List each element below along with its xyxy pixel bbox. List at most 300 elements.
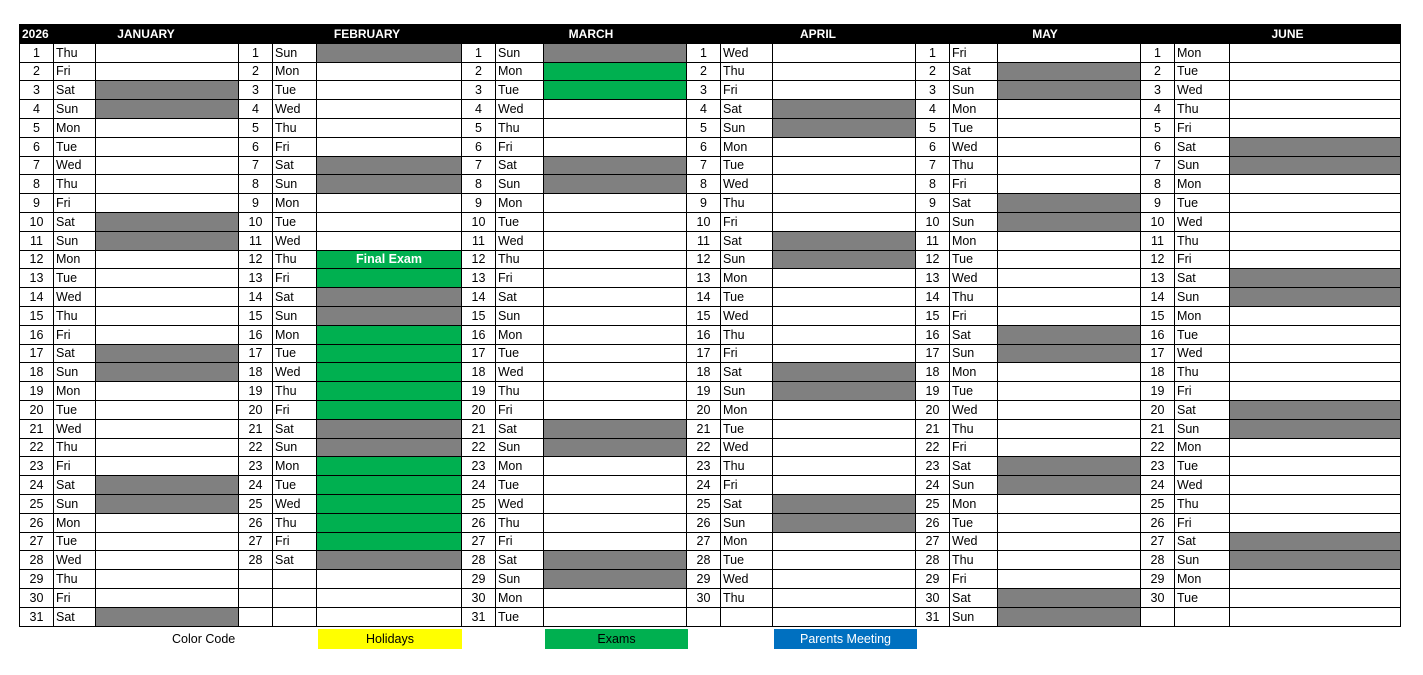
april-day-number: 25: [687, 494, 721, 513]
march-day-number: 26: [462, 513, 496, 532]
april-day-number: 8: [687, 175, 721, 194]
april-event-cell: [773, 344, 916, 363]
january-weekday: Tue: [54, 137, 96, 156]
may-day-number: 17: [916, 344, 950, 363]
april-event-cell: [773, 588, 916, 607]
final-exam-label: Final Exam: [317, 250, 462, 269]
march-weekday: Fri: [496, 400, 544, 419]
march-weekday: Tue: [496, 212, 544, 231]
month-name-june: JUNE: [1175, 25, 1401, 44]
february-exam-cell: [317, 476, 462, 495]
january-weekday: Thu: [54, 175, 96, 194]
june-day-number: 7: [1141, 156, 1175, 175]
march-event-cell: [544, 212, 687, 231]
april-event-cell: [773, 306, 916, 325]
header-spacer: [462, 25, 496, 44]
june-day-number: 9: [1141, 194, 1175, 213]
february-weekday: Wed: [273, 494, 317, 513]
calendar-row: [20, 43, 1401, 62]
march-event-cell: [544, 513, 687, 532]
february-day-number: 1: [239, 43, 273, 62]
february-weekend-cell: [317, 43, 462, 62]
february-day-number: 13: [239, 269, 273, 288]
april-weekday: Fri: [721, 344, 773, 363]
may-weekday: Fri: [950, 175, 998, 194]
march-weekday: Sat: [496, 419, 544, 438]
calendar-row: [20, 588, 1401, 607]
june-weekday: Mon: [1175, 175, 1230, 194]
may-weekday: Mon: [950, 100, 998, 119]
april-weekend-cell: [773, 363, 916, 382]
june-weekday: Mon: [1175, 43, 1230, 62]
may-event-cell: [998, 419, 1141, 438]
january-weekday: Mon: [54, 250, 96, 269]
june-weekday: Mon: [1175, 306, 1230, 325]
may-day-number: 23: [916, 457, 950, 476]
february-event-cell: [317, 137, 462, 156]
february-weekday: Sat: [273, 419, 317, 438]
february-weekday: Mon: [273, 194, 317, 213]
february-weekday: Sat: [273, 156, 317, 175]
may-day-number: 2: [916, 62, 950, 81]
june-weekday: Fri: [1175, 382, 1230, 401]
march-day-number: 1: [462, 43, 496, 62]
march-event-cell: [544, 457, 687, 476]
june-weekday: Sun: [1175, 156, 1230, 175]
january-event-cell: [96, 194, 239, 213]
june-event-cell: [1230, 570, 1401, 589]
april-weekday: Wed: [721, 570, 773, 589]
april-weekend-cell: [773, 231, 916, 250]
june-weekend-cell: [1230, 269, 1401, 288]
january-weekday: Thu: [54, 306, 96, 325]
march-day-number: 28: [462, 551, 496, 570]
may-day-number: 22: [916, 438, 950, 457]
calendar-row: [20, 325, 1401, 344]
april-day-number: 18: [687, 363, 721, 382]
april-weekday: Thu: [721, 457, 773, 476]
calendar-row: [20, 513, 1401, 532]
legend-exams: Exams: [545, 629, 688, 649]
january-day-number: 20: [20, 400, 54, 419]
january-weekday: Sun: [54, 231, 96, 250]
may-weekday: Tue: [950, 382, 998, 401]
april-event-cell: [773, 476, 916, 495]
may-event-cell: [998, 175, 1141, 194]
february-day-number: 27: [239, 532, 273, 551]
may-day-number: 27: [916, 532, 950, 551]
june-day-number: 11: [1141, 231, 1175, 250]
may-day-number: 25: [916, 494, 950, 513]
march-weekday: Thu: [496, 513, 544, 532]
april-weekday: Sun: [721, 118, 773, 137]
april-day-number: 26: [687, 513, 721, 532]
february-day-number: 8: [239, 175, 273, 194]
may-day-number: 3: [916, 81, 950, 100]
june-day-number: 27: [1141, 532, 1175, 551]
may-day-number: 21: [916, 419, 950, 438]
may-weekend-cell: [998, 194, 1141, 213]
legend-label: Color Code: [172, 632, 236, 646]
june-weekday: Sun: [1175, 288, 1230, 307]
may-weekday: Wed: [950, 269, 998, 288]
january-weekday: Wed: [54, 156, 96, 175]
february-day-number: 18: [239, 363, 273, 382]
may-weekday: Sun: [950, 607, 998, 626]
april-weekday: Fri: [721, 476, 773, 495]
june-weekday: Sat: [1175, 269, 1230, 288]
june-event-cell: [1230, 382, 1401, 401]
june-weekday: Sun: [1175, 419, 1230, 438]
february-day-number: 15: [239, 306, 273, 325]
april-weekday: Sat: [721, 231, 773, 250]
may-event-cell: [998, 118, 1141, 137]
april-day-number: 5: [687, 118, 721, 137]
february-weekday: Sun: [273, 43, 317, 62]
february-day-number: 24: [239, 476, 273, 495]
may-day-number: 6: [916, 137, 950, 156]
april-weekday: Tue: [721, 288, 773, 307]
calendar-row: [20, 156, 1401, 175]
calendar-row: [20, 137, 1401, 156]
march-exam-cell: [544, 62, 687, 81]
january-day-number: 2: [20, 62, 54, 81]
february-weekday: Thu: [273, 382, 317, 401]
january-event-cell: [96, 175, 239, 194]
january-weekday: Thu: [54, 570, 96, 589]
april-event-cell: [773, 551, 916, 570]
february-weekday: Sat: [273, 288, 317, 307]
january-day-number: 29: [20, 570, 54, 589]
june-day-number: 21: [1141, 419, 1175, 438]
april-day-number: 21: [687, 419, 721, 438]
march-day-number: 20: [462, 400, 496, 419]
may-weekday: Sun: [950, 81, 998, 100]
june-weekday: Fri: [1175, 250, 1230, 269]
january-weekday: Fri: [54, 325, 96, 344]
may-weekday: Thu: [950, 156, 998, 175]
june-event-cell: [1230, 194, 1401, 213]
january-weekday: Tue: [54, 400, 96, 419]
april-event-cell: [773, 438, 916, 457]
february-weekday: Mon: [273, 62, 317, 81]
calendar-row: [20, 551, 1401, 570]
april-weekday: Sun: [721, 250, 773, 269]
march-day-number: 12: [462, 250, 496, 269]
february-day-number: 22: [239, 438, 273, 457]
march-weekday: Sun: [496, 570, 544, 589]
march-weekday: Wed: [496, 231, 544, 250]
june-weekend-cell: [1230, 532, 1401, 551]
march-event-cell: [544, 194, 687, 213]
january-weekday: Tue: [54, 532, 96, 551]
january-weekday: Sat: [54, 344, 96, 363]
calendar-row: [20, 382, 1401, 401]
empty-cell: [239, 588, 273, 607]
calendar-row: [20, 344, 1401, 363]
june-day-number: 5: [1141, 118, 1175, 137]
june-day-number: 14: [1141, 288, 1175, 307]
june-event-cell: [1230, 325, 1401, 344]
may-day-number: 18: [916, 363, 950, 382]
january-weekday: Thu: [54, 438, 96, 457]
april-day-number: 3: [687, 81, 721, 100]
february-day-number: 21: [239, 419, 273, 438]
march-event-cell: [544, 306, 687, 325]
january-weekday: Sun: [54, 494, 96, 513]
january-day-number: 26: [20, 513, 54, 532]
april-event-cell: [773, 43, 916, 62]
calendar-row: [20, 269, 1401, 288]
april-weekday: Sun: [721, 382, 773, 401]
march-event-cell: [544, 607, 687, 626]
january-weekend-cell: [96, 81, 239, 100]
may-day-number: 11: [916, 231, 950, 250]
january-weekday: Sat: [54, 81, 96, 100]
april-event-cell: [773, 156, 916, 175]
may-weekday: Tue: [950, 513, 998, 532]
month-name-january: JANUARY: [54, 25, 239, 44]
april-day-number: 11: [687, 231, 721, 250]
calendar-row: [20, 212, 1401, 231]
february-weekday: Wed: [273, 363, 317, 382]
empty-cell: [239, 607, 273, 626]
march-weekday: Sat: [496, 156, 544, 175]
june-weekday: Tue: [1175, 325, 1230, 344]
may-weekday: Tue: [950, 250, 998, 269]
april-event-cell: [773, 457, 916, 476]
february-weekday: Fri: [273, 269, 317, 288]
february-weekday: Wed: [273, 231, 317, 250]
calendar-row: [20, 250, 1401, 269]
calendar-row: [20, 438, 1401, 457]
may-event-cell: [998, 156, 1141, 175]
june-day-number: 28: [1141, 551, 1175, 570]
calendar-row: [20, 81, 1401, 100]
may-event-cell: [998, 250, 1141, 269]
calendar-grid: [19, 24, 1401, 627]
may-event-cell: [998, 43, 1141, 62]
april-day-number: 12: [687, 250, 721, 269]
january-event-cell: [96, 288, 239, 307]
january-event-cell: [96, 532, 239, 551]
june-day-number: 12: [1141, 250, 1175, 269]
may-weekday: Sat: [950, 325, 998, 344]
april-day-number: 20: [687, 400, 721, 419]
march-weekday: Tue: [496, 607, 544, 626]
may-weekend-cell: [998, 344, 1141, 363]
february-weekday: Tue: [273, 212, 317, 231]
may-weekend-cell: [998, 62, 1141, 81]
february-day-number: 25: [239, 494, 273, 513]
january-event-cell: [96, 438, 239, 457]
june-event-cell: [1230, 588, 1401, 607]
january-weekend-cell: [96, 344, 239, 363]
february-exam-cell: [317, 382, 462, 401]
january-event-cell: [96, 551, 239, 570]
january-weekend-cell: [96, 231, 239, 250]
january-day-number: 27: [20, 532, 54, 551]
april-weekday: Fri: [721, 81, 773, 100]
february-weekend-cell: [317, 288, 462, 307]
january-day-number: 10: [20, 212, 54, 231]
june-weekday: Fri: [1175, 118, 1230, 137]
march-day-number: 15: [462, 306, 496, 325]
february-weekday: Fri: [273, 400, 317, 419]
march-weekday: Wed: [496, 363, 544, 382]
january-day-number: 18: [20, 363, 54, 382]
january-day-number: 21: [20, 419, 54, 438]
march-day-number: 10: [462, 212, 496, 231]
june-event-cell: [1230, 306, 1401, 325]
february-weekday: Thu: [273, 118, 317, 137]
calendar-row: [20, 100, 1401, 119]
march-day-number: 4: [462, 100, 496, 119]
january-day-number: 15: [20, 306, 54, 325]
month-name-february: FEBRUARY: [273, 25, 462, 44]
march-day-number: 30: [462, 588, 496, 607]
calendar-row: [20, 494, 1401, 513]
june-event-cell: [1230, 513, 1401, 532]
april-weekend-cell: [773, 118, 916, 137]
may-weekday: Mon: [950, 231, 998, 250]
february-day-number: 23: [239, 457, 273, 476]
march-weekday: Fri: [496, 532, 544, 551]
april-weekday: Thu: [721, 325, 773, 344]
april-weekday: Wed: [721, 43, 773, 62]
february-weekend-cell: [317, 438, 462, 457]
april-event-cell: [773, 269, 916, 288]
february-exam-cell: [317, 513, 462, 532]
march-event-cell: [544, 588, 687, 607]
january-day-number: 13: [20, 269, 54, 288]
february-day-number: 16: [239, 325, 273, 344]
may-day-number: 5: [916, 118, 950, 137]
may-weekend-cell: [998, 457, 1141, 476]
april-weekday: Sat: [721, 494, 773, 513]
april-weekday: Wed: [721, 438, 773, 457]
calendar-body: [20, 43, 1401, 626]
april-weekend-cell: [773, 100, 916, 119]
april-weekday: Sat: [721, 363, 773, 382]
january-event-cell: [96, 137, 239, 156]
february-day-number: 9: [239, 194, 273, 213]
june-event-cell: [1230, 62, 1401, 81]
calendar-row: [20, 532, 1401, 551]
may-day-number: 28: [916, 551, 950, 570]
march-weekend-cell: [544, 175, 687, 194]
january-weekend-cell: [96, 494, 239, 513]
february-exam-cell: [317, 532, 462, 551]
january-event-cell: [96, 306, 239, 325]
may-weekday: Sat: [950, 194, 998, 213]
february-weekend-cell: [317, 156, 462, 175]
january-event-cell: [96, 570, 239, 589]
may-event-cell: [998, 306, 1141, 325]
june-weekday: Sat: [1175, 400, 1230, 419]
april-weekday: Tue: [721, 419, 773, 438]
march-day-number: 17: [462, 344, 496, 363]
april-day-number: 1: [687, 43, 721, 62]
march-weekend-cell: [544, 551, 687, 570]
march-event-cell: [544, 400, 687, 419]
may-weekend-cell: [998, 81, 1141, 100]
february-day-number: 17: [239, 344, 273, 363]
february-exam-cell: [317, 325, 462, 344]
calendar-row: [20, 118, 1401, 137]
march-day-number: 7: [462, 156, 496, 175]
march-event-cell: [544, 269, 687, 288]
january-day-number: 9: [20, 194, 54, 213]
january-weekday: Wed: [54, 288, 96, 307]
february-weekend-cell: [317, 306, 462, 325]
june-day-number: 17: [1141, 344, 1175, 363]
february-exam-cell: [317, 494, 462, 513]
may-day-number: 7: [916, 156, 950, 175]
january-weekend-cell: [96, 476, 239, 495]
may-weekday: Sun: [950, 344, 998, 363]
march-event-cell: [544, 325, 687, 344]
april-weekday: Tue: [721, 551, 773, 570]
april-day-number: 22: [687, 438, 721, 457]
january-weekday: Mon: [54, 513, 96, 532]
may-event-cell: [998, 400, 1141, 419]
april-weekday: Mon: [721, 532, 773, 551]
april-event-cell: [773, 400, 916, 419]
march-weekday: Sat: [496, 288, 544, 307]
february-weekday: Wed: [273, 100, 317, 119]
april-weekday: Tue: [721, 156, 773, 175]
may-day-number: 29: [916, 570, 950, 589]
april-day-number: 29: [687, 570, 721, 589]
june-weekday: Mon: [1175, 438, 1230, 457]
march-weekday: Wed: [496, 494, 544, 513]
april-weekday: Sun: [721, 513, 773, 532]
march-weekday: Sun: [496, 438, 544, 457]
april-weekday: Thu: [721, 62, 773, 81]
january-weekday: Fri: [54, 457, 96, 476]
header-spacer: [1141, 25, 1175, 44]
june-day-number: 10: [1141, 212, 1175, 231]
february-day-number: 26: [239, 513, 273, 532]
calendar-row: [20, 231, 1401, 250]
may-weekend-cell: [998, 607, 1141, 626]
january-weekend-cell: [96, 100, 239, 119]
february-day-number: 28: [239, 551, 273, 570]
may-day-number: 15: [916, 306, 950, 325]
february-exam-cell: [317, 363, 462, 382]
february-weekday: Thu: [273, 513, 317, 532]
january-weekday: Sun: [54, 100, 96, 119]
june-day-number: 2: [1141, 62, 1175, 81]
february-weekday: Sun: [273, 438, 317, 457]
may-day-number: 24: [916, 476, 950, 495]
february-day-number: 19: [239, 382, 273, 401]
april-weekend-cell: [773, 494, 916, 513]
april-day-number: 28: [687, 551, 721, 570]
empty-cell: [273, 588, 317, 607]
march-weekday: Mon: [496, 194, 544, 213]
january-weekday: Mon: [54, 118, 96, 137]
calendar-row: [20, 175, 1401, 194]
march-weekday: Mon: [496, 457, 544, 476]
march-day-number: 16: [462, 325, 496, 344]
empty-cell: [1175, 607, 1230, 626]
color-legend: [0, 629, 1423, 649]
march-weekday: Tue: [496, 476, 544, 495]
march-event-cell: [544, 137, 687, 156]
march-day-number: 29: [462, 570, 496, 589]
